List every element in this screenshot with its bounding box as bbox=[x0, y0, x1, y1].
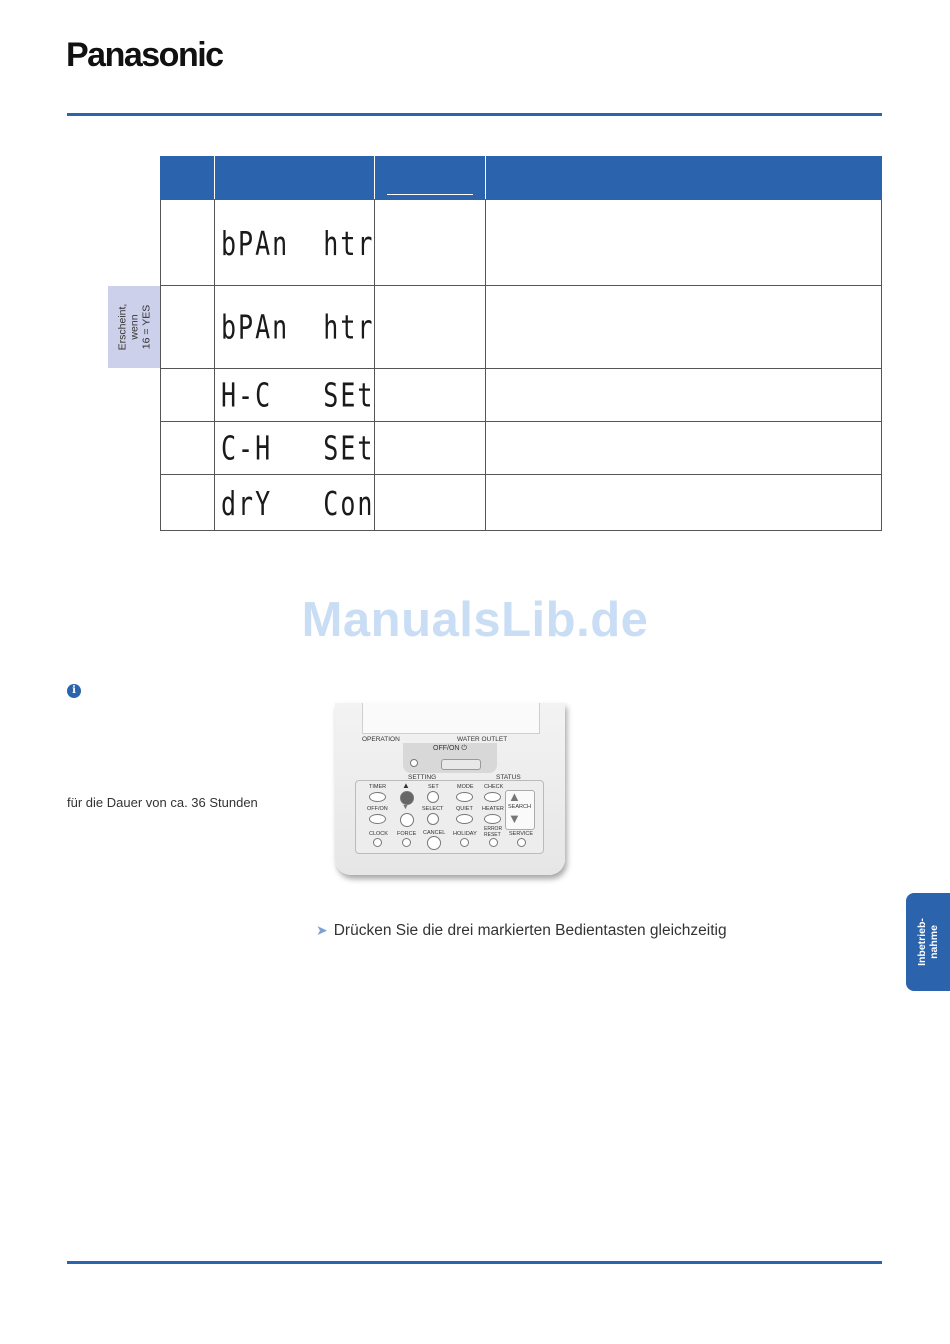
side-label-line: Erscheint, bbox=[116, 303, 128, 351]
arrow-bullet-icon: ➤ bbox=[316, 922, 328, 938]
table-cell bbox=[486, 200, 882, 286]
table-cell bbox=[486, 422, 882, 475]
remote-control-image bbox=[335, 703, 565, 881]
quiet-button[interactable] bbox=[456, 814, 473, 824]
up-arrow-icon: ▲ bbox=[402, 781, 410, 790]
check-button[interactable] bbox=[484, 792, 501, 802]
table-row bbox=[161, 422, 882, 475]
side-label-line: 16 = YES bbox=[140, 304, 152, 350]
table-cell bbox=[161, 369, 215, 422]
key-label: SEARCH bbox=[508, 804, 531, 810]
table-header-cell bbox=[375, 157, 486, 200]
table-cell bbox=[161, 475, 215, 531]
key-label: SERVICE bbox=[509, 831, 534, 837]
table-cell bbox=[375, 475, 486, 531]
key-label: CLOCK bbox=[369, 831, 388, 837]
lcd-display-code: drY Con bbox=[215, 470, 375, 534]
water-outlet-label: WATER OUTLET bbox=[457, 736, 508, 743]
key-label: OFF/ON bbox=[367, 806, 388, 812]
duration-text: für die Dauer von ca. 36 Stunden bbox=[67, 795, 258, 810]
down-button-marked[interactable] bbox=[400, 813, 414, 827]
brand-logo: Panasonic bbox=[66, 36, 223, 74]
condition-side-label bbox=[108, 286, 160, 368]
table-cell bbox=[486, 475, 882, 531]
table-cell bbox=[161, 286, 215, 369]
table-header-cell bbox=[161, 157, 215, 200]
table-cell bbox=[161, 422, 215, 475]
offon-button[interactable] bbox=[441, 759, 481, 770]
holiday-button[interactable] bbox=[460, 838, 469, 847]
table-cell bbox=[486, 286, 882, 369]
table-cell bbox=[375, 422, 486, 475]
table-row bbox=[161, 286, 882, 369]
offon-timer-button[interactable] bbox=[369, 814, 386, 824]
timer-button[interactable] bbox=[369, 792, 386, 802]
key-label: SELECT bbox=[422, 806, 444, 812]
down-arrow-icon: ▼ bbox=[402, 804, 409, 811]
remote-screen bbox=[362, 703, 540, 734]
lcd-display-code: H-C SEt bbox=[215, 365, 375, 426]
info-icon: i bbox=[67, 684, 81, 698]
error-reset-button[interactable] bbox=[489, 838, 498, 847]
key-label: SET bbox=[428, 784, 439, 790]
force-button[interactable] bbox=[402, 838, 411, 847]
watermark: ManualsLib.de bbox=[301, 593, 649, 647]
display-codes-table bbox=[160, 156, 882, 531]
up-button-marked[interactable] bbox=[400, 791, 414, 805]
lcd-display-code: bPAn htr bbox=[215, 193, 375, 292]
lcd-display-code: bPAn htr bbox=[215, 279, 375, 374]
operation-label: OPERATION bbox=[362, 736, 400, 743]
offon-label: OFF/ON ⏻ bbox=[433, 745, 467, 752]
key-label: ERROR bbox=[484, 826, 503, 832]
set-button[interactable] bbox=[427, 791, 439, 803]
header-rule bbox=[67, 113, 882, 116]
table-row bbox=[161, 200, 882, 286]
tab-label-line: Inbetrieb- bbox=[916, 918, 928, 966]
table-cell bbox=[375, 369, 486, 422]
section-tab[interactable] bbox=[906, 893, 950, 991]
key-label: FORCE bbox=[397, 831, 417, 837]
footer-rule bbox=[67, 1261, 882, 1264]
key-label: QUIET bbox=[456, 806, 473, 812]
cancel-button-marked[interactable] bbox=[427, 836, 441, 850]
search-up-icon[interactable]: ▲ bbox=[508, 789, 521, 804]
key-label: HOLIDAY bbox=[453, 831, 477, 837]
table-row bbox=[161, 369, 882, 422]
table-cell bbox=[486, 369, 882, 422]
table-cell bbox=[375, 200, 486, 286]
setting-label: SETTING bbox=[408, 774, 437, 781]
header-underline bbox=[387, 194, 473, 195]
key-label: CANCEL bbox=[423, 830, 446, 836]
instruction-line bbox=[316, 922, 727, 940]
select-button[interactable] bbox=[427, 813, 439, 825]
table-header-cell bbox=[486, 157, 882, 200]
heater-button[interactable] bbox=[484, 814, 501, 824]
service-button[interactable] bbox=[517, 838, 526, 847]
key-label: HEATER bbox=[482, 806, 504, 812]
table-cell bbox=[375, 286, 486, 369]
table-cell bbox=[161, 200, 215, 286]
operation-led bbox=[410, 759, 418, 767]
tab-label-line: nahme bbox=[928, 925, 940, 959]
key-label: MODE bbox=[457, 784, 474, 790]
key-label: RESET bbox=[484, 832, 501, 838]
side-label-line: wenn bbox=[128, 314, 140, 340]
mode-button[interactable] bbox=[456, 792, 473, 802]
key-label: CHECK bbox=[484, 784, 504, 790]
lcd-display-code: C-H SEt bbox=[215, 418, 375, 479]
key-label: TIMER bbox=[369, 784, 387, 790]
table-row bbox=[161, 475, 882, 531]
instruction-text: Drücken Sie die drei markierten Bedientasten gleichzeitig bbox=[333, 922, 727, 939]
clock-button[interactable] bbox=[373, 838, 382, 847]
status-label: STATUS bbox=[496, 774, 521, 781]
search-down-icon[interactable]: ▼ bbox=[508, 811, 521, 826]
